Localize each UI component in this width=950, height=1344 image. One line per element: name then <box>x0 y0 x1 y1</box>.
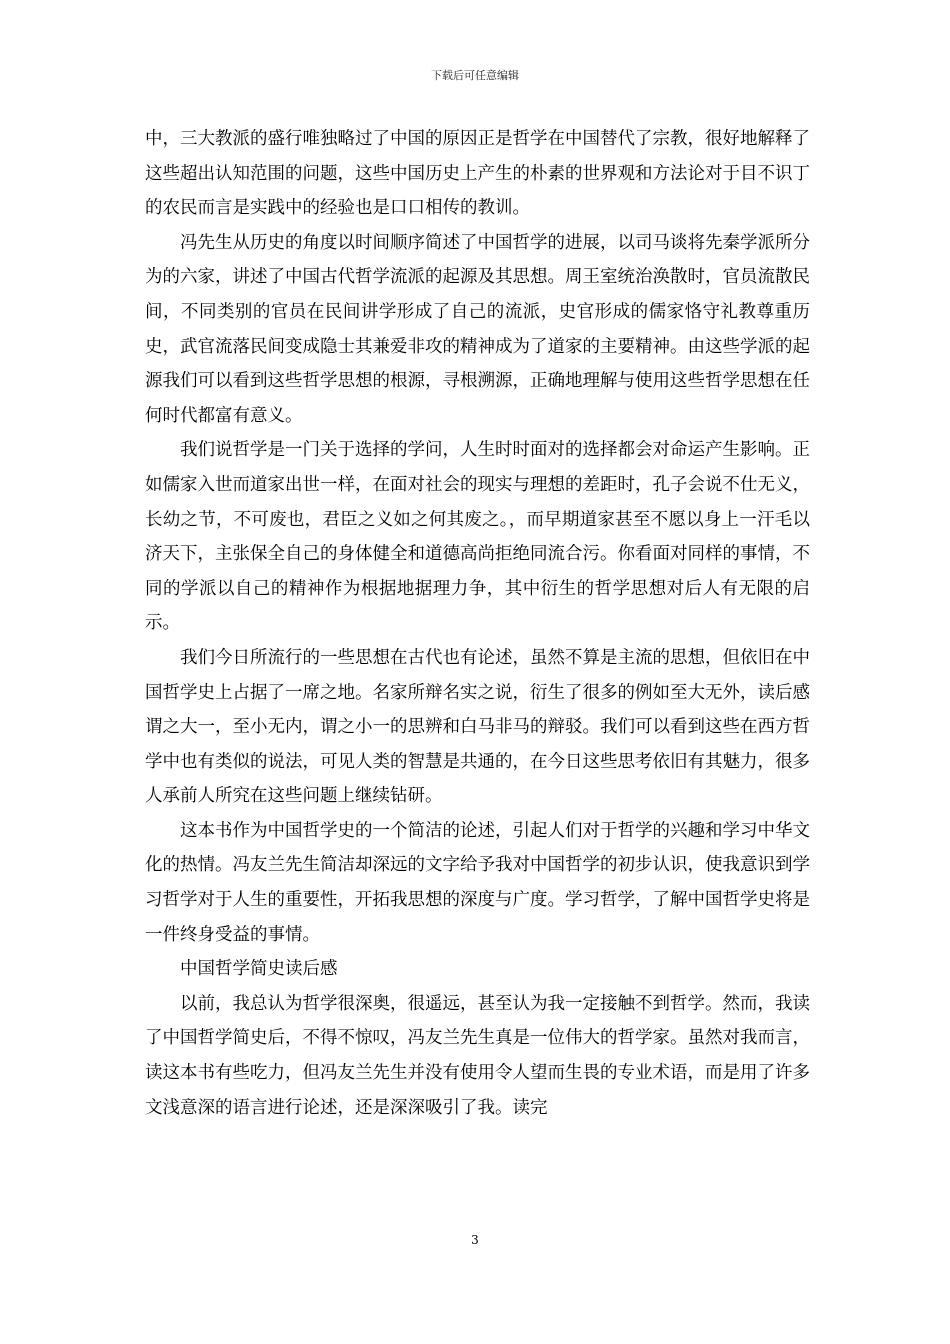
paragraph: 我们说哲学是一门关于选择的学问，人生时时面对的选择都会对命运产生影响。正如儒家入世而道家出世一样，在面对社会的现实与理想的差距时，孔子会说不仕无义，长幼之节，不可废也，君臣之义如之何其废之。，而早期道家甚至不愿以身上一汗毛以济天下，主张保全自己的身体健全和道德高尚拒绝同流合污。你看面对同样的事情，不同的学派以自己的精神作为根据地据理力争，其中衍生的哲学思想对后人有无限的启示。 <box>145 440 810 634</box>
page-header: 下载后可任意编辑 <box>431 69 519 82</box>
page-number: 3 <box>471 1233 479 1247</box>
section-heading: 中国哲学简史读后感 <box>180 959 338 980</box>
paragraph: 这本书作为中国哲学史的一个简洁的论述，引起人们对于哲学的兴趣和学习中华文化的热情。冯友兰先生简洁却深远的文字给予我对中国哲学的初步认识，使我意识到学习哲学对于人生的重要性，开拓我思想的深度与广度。学习哲学，了解中国哲学史将是一件终身受益的事情。 <box>145 820 810 945</box>
paragraph: 冯先生从历史的角度以时间顺序简述了中国哲学的进展，以司马谈将先秦学派所分为的六家，讲述了中国古代哲学流派的起源及其思想。周王室统治涣散时，官员流散民间，不同类别的官员在民间讲学形成了自己的流派，史官形成的儒家恪守礼教尊重历史，武官流落民间变成隐士其兼爱非攻的精神成为了道家的主要精神。由这些学派的起源我们可以看到这些哲学思想的根源，寻根溯源，正确地理解与使用这些哲学思想在任何时代都富有意义。 <box>145 232 810 426</box>
paragraph: 以前，我总认为哲学很深奥，很遥远，甚至认为我一定接触不到哲学。然而，我读了中国哲学简史后，不得不惊叹，冯友兰先生真是一位伟大的哲学家。虽然对我而言，读这本书有些吃力，但冯友兰先生并没有使用令人望而生畏的专业术语，而是用了许多文浅意深的语言进行论述，还是深深吸引了我。读完 <box>145 993 810 1118</box>
document-body <box>145 122 810 1125</box>
paragraph-continuation: 中，三大教派的盛行唯独略过了中国的原因正是哲学在中国替代了宗教，很好地解释了这些超出认知范围的问题，这些中国历史上产生的朴素的世界观和方法论对于目不识丁的农民而言是实践中的经验也是口口相传的教训。 <box>145 129 810 219</box>
paragraph: 我们今日所流行的一些思想在古代也有论述，虽然不算是主流的思想，但依旧在中国哲学史上占据了一席之地。名家所辩名实之说，衍生了很多的例如至大无外，读后感谓之大一，至小无内，谓之小一的思辨和白马非马的辩驳。我们可以看到这些在西方哲学中也有类似的说法，可见人类的智慧是共通的，在今日这些思考依旧有其魅力，很多人承前人所究在这些问题上继续钻研。 <box>145 647 810 807</box>
